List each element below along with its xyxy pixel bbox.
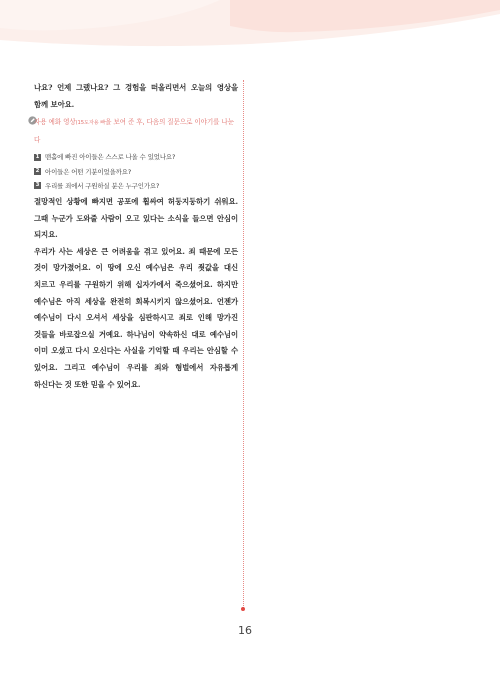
question-item	[34, 150, 238, 164]
question-text: 우리를 죄에서 구원하실 분은 누구인가요?	[45, 181, 160, 190]
numbered-square-icon: 2	[35, 168, 40, 175]
question-list	[34, 150, 238, 193]
teacher-instruction	[34, 114, 238, 148]
body-content	[34, 80, 238, 393]
header-decoration	[0, 0, 500, 56]
instruction-part1: 자용 예화 영상	[34, 118, 76, 127]
instruction-part3: 을 보여 준 후, 다음의 질문으로 이야기를 나눈다	[34, 118, 234, 144]
paragraph-3: 우리가 사는 세상은 큰 어려움을 겪고 있어요. 죄 때문에 모든 것이 망가졌어요. 이 땅에 오신 예수님은 우리 죗값을 대신 치르고 우리를 구원하기 위해 십자가에서 죽으셨어요. 하지만 예수님은 아직 세상을 완전히 회복시키지 않으셨어요. 언젠가 예수님이 다시 오셔서 세상을 심판하시고 죄로 인해 망가진 것들을 바로잡으실 거예요. 하나님이 약속하신 대로 예수님이 이미 오셨고 다시 오신다는 사실을 기억할 때 우리는 안심할 수 있어요. 그리고 예수님이 우리를 죄와 형벌에서 자유롭게 하신다는 것 또한 믿을 수 있어요.	[34, 246, 238, 389]
question-item	[34, 165, 238, 179]
numbered-square-icon: 3	[35, 182, 40, 189]
page-number: 16	[238, 624, 252, 637]
numbered-square-icon: 1	[35, 153, 40, 160]
question-item	[34, 179, 238, 193]
question-text: 아이들은 어떤 기분이었을까요?	[45, 167, 132, 176]
instruction-part2: (15도자용 빠	[75, 120, 106, 127]
paragraph-2: 절망적인 상황에 빠지면 공포에 휩싸여 허둥지둥하기 쉬워요. 그때 누군가 도와줄 사람이 오고 있다는 소식을 들으면 안심이 되지요.	[34, 196, 238, 240]
divider-dot-icon	[241, 607, 245, 611]
intro-paragraph: 나요? 언제 그랬나요? 그 경험을 떠올리면서 오늘의 영상을 함께 보아요.	[34, 83, 238, 109]
question-text: 맨홀에 빠진 아이들은 스스로 나올 수 있었나요?	[45, 153, 176, 162]
header-wave-graphic	[0, 0, 500, 56]
column-divider	[243, 80, 244, 608]
